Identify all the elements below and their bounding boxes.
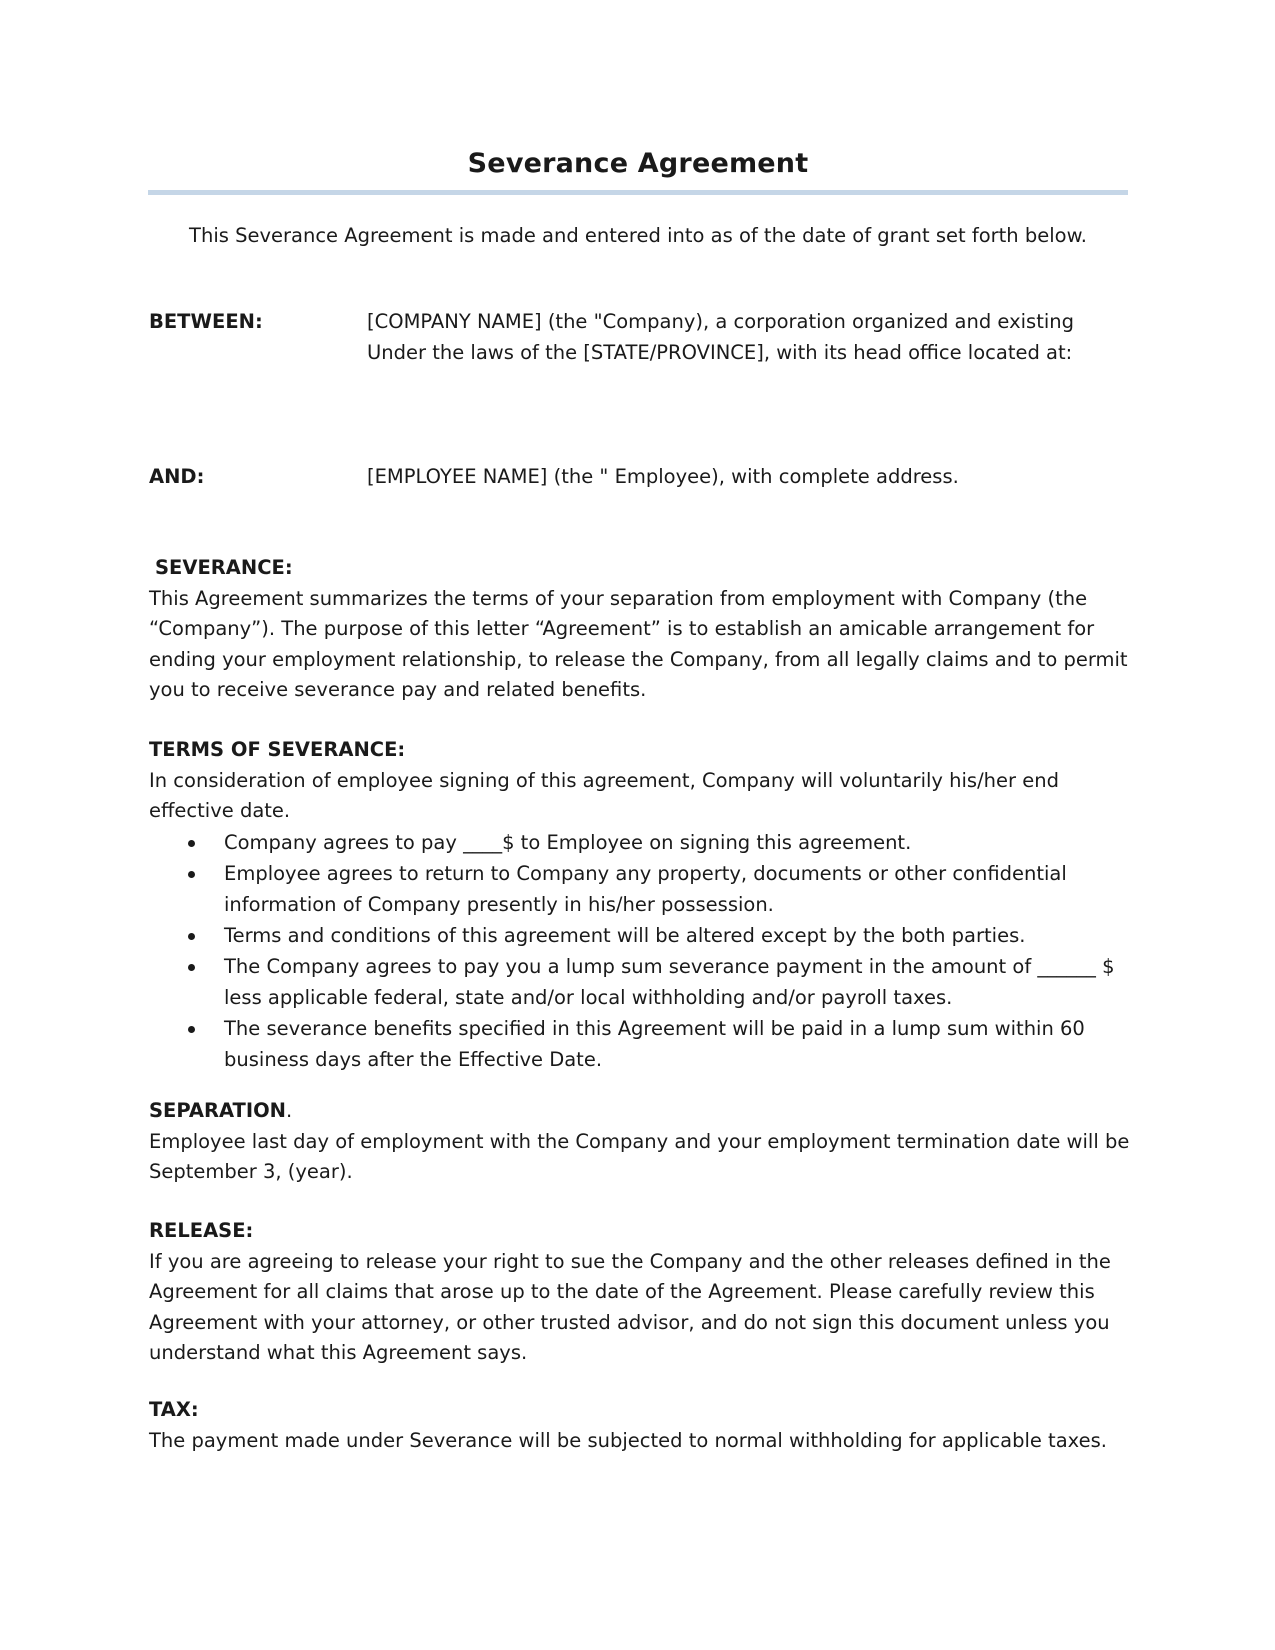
- between-line-2: Under the laws of the [STATE/PROVINCE], with its head office located at:: [367, 341, 1073, 364]
- bullet-icon: [188, 871, 195, 878]
- and-label: AND:: [149, 465, 205, 488]
- bullet-icon: [188, 933, 195, 940]
- tax-heading: TAX:: [149, 1398, 199, 1421]
- bullet-icon: [188, 964, 195, 971]
- title-underline: [148, 190, 1128, 195]
- bullet-icon: [188, 840, 195, 847]
- severance-body: This Agreement summarizes the terms of your separation from employment with Company (the “Company”). The purpose of this letter “Agreement” is to establish an amicable arrangement for ending your employment relationship, to release the Company, from all legally claims and to permit you to receive severance pay and related benefits.: [149, 586, 1128, 701]
- between-label: BETWEEN:: [149, 310, 263, 333]
- tax-body: The payment made under Severance will be subjected to normal withholding for applicable taxes.: [149, 1428, 1107, 1452]
- and-text: [EMPLOYEE NAME] (the " Employee), with complete address.: [367, 465, 959, 488]
- bullet-icon: [188, 1026, 195, 1033]
- separation-section: [149, 1096, 1139, 1188]
- between-line-1: [COMPANY NAME] (the "Company), a corporation organized and existing: [367, 310, 1074, 333]
- separation-body: Employee last day of employment with the Company and your employment termination date will be September 3, (year).: [149, 1129, 1130, 1183]
- list-item: Employee agrees to return to Company any property, documents or other confidential information of Company presently in his/her possession.: [149, 858, 1144, 920]
- page-title: Severance Agreement: [467, 148, 809, 179]
- list-item: The severance benefits specified in this Agreement will be paid in a lump sum within 60 business days after the Effective Date.: [149, 1013, 1144, 1075]
- between-text: [367, 306, 1137, 368]
- intro-paragraph: This Severance Agreement is made and entered into as of the date of grant set forth below.: [189, 224, 1087, 247]
- list-item: Company agrees to pay ____$ to Employee on signing this agreement.: [149, 827, 1144, 858]
- separation-heading: SEPARATION.: [149, 1099, 293, 1122]
- list-item: The Company agrees to pay you a lump sum severance payment in the amount of ______ $ less applicable federal, state and/or local withholding and/or payroll taxes.: [149, 951, 1144, 1013]
- release-body: If you are agreeing to release your right to sue the Company and the other releases defined in the Agreement for all claims that arose up to the date of the Agreement. Please carefully review this Agreement with your attorney, or other trusted advisor, and do not sign this document unless you understand what this Agreement says.: [149, 1249, 1111, 1364]
- list-item: Terms and conditions of this agreement will be altered except by the both parties.: [149, 920, 1144, 951]
- terms-body: In consideration of employee signing of this agreement, Company will voluntarily his/her end effective date.: [149, 768, 1059, 822]
- release-section: [149, 1216, 1139, 1369]
- terms-bullet-list: [149, 827, 1139, 1075]
- terms-heading: TERMS OF SEVERANCE:: [149, 738, 406, 761]
- severance-heading: SEVERANCE:: [155, 556, 293, 579]
- release-heading: RELEASE:: [149, 1219, 254, 1242]
- terms-section: [149, 735, 1139, 1075]
- tax-section: [149, 1395, 1139, 1456]
- severance-section: [149, 553, 1139, 706]
